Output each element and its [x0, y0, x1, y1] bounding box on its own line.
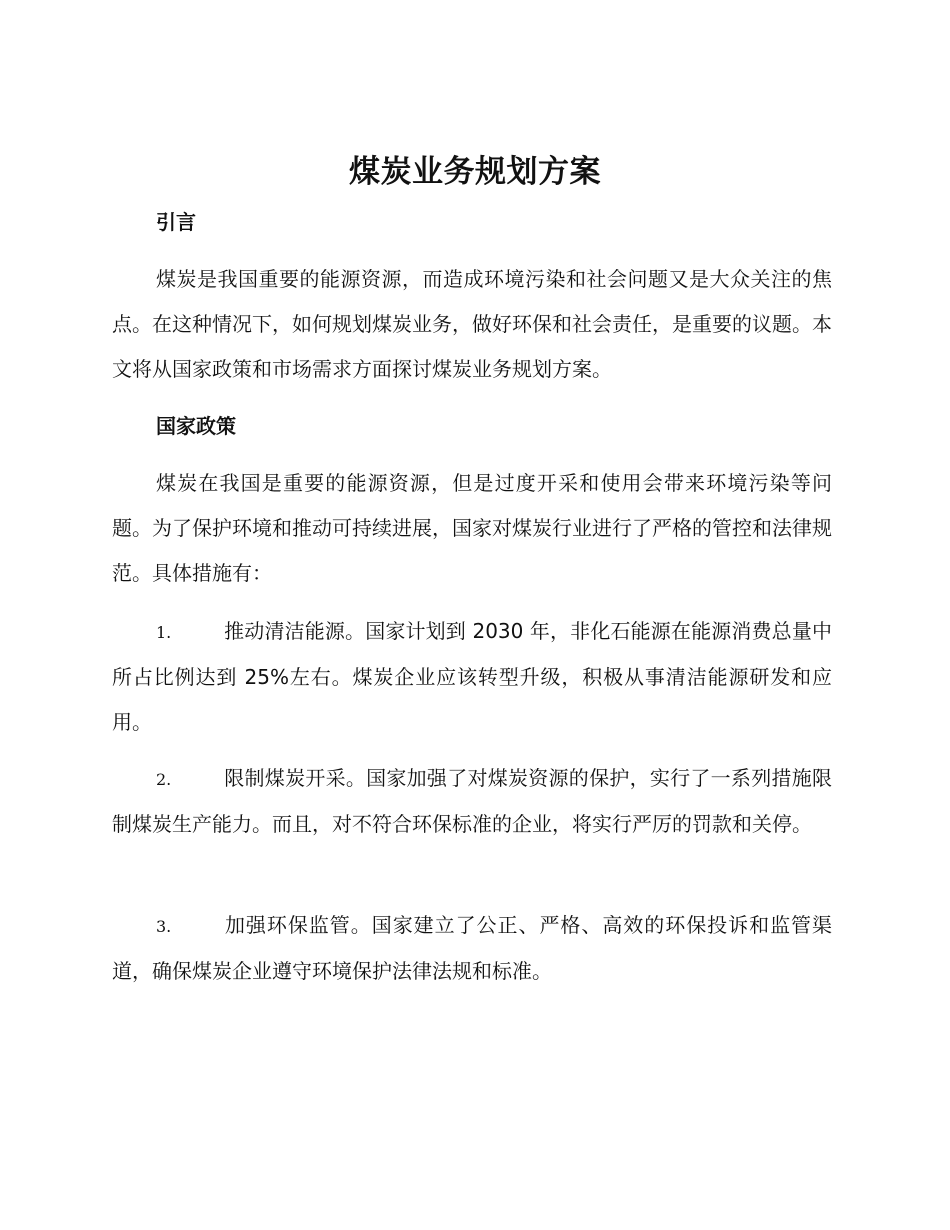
intro-paragraph: 煤炭是我国重要的能源资源，而造成环境污染和社会问题又是大众关注的焦点。在这种情况下，如何规划煤炭业务，做好环保和社会责任，是重要的议题。本文将从国家政策和市场需求方面探讨煤炭业务规划方案。 [112, 267, 832, 381]
list-item-text: 限制煤炭开采。国家加强了对煤炭资源的保护，实行了一系列措施限制煤炭生产能力。而且，对不符合环保标准的企业，将实行严厉的罚款和关停。 [112, 766, 832, 836]
list-number: 3. [156, 917, 172, 936]
list-item-text: 加强环保监管。国家建立了公正、严格、高效的环保投诉和监管渠道，确保煤炭企业遵守环境保护法律法规和标准。 [112, 913, 832, 983]
list-number: 1. [156, 623, 172, 642]
list-number: 2. [156, 770, 172, 789]
policy-paragraph: 煤炭在我国是重要的能源资源，但是过度开采和使用会带来环境污染等问题。为了保护环境和推动可持续进展，国家对煤炭行业进行了严格的管控和法律规范。具体措施有： [112, 471, 832, 585]
list-item-text: 推动清洁能源。国家计划到 2030 年，非化石能源在能源消费总量中所占比例达到 25%左右。煤炭企业应该转型升级，积极从事清洁能源研发和应用。 [112, 619, 832, 734]
section-heading-policy: 国家政策 [156, 414, 236, 438]
list-item-1 [112, 609, 832, 745]
section-heading-intro: 引言 [156, 210, 196, 234]
list-item-3 [112, 903, 832, 994]
list-item-2 [112, 756, 832, 847]
document-title: 煤炭业务规划方案 [349, 154, 601, 190]
